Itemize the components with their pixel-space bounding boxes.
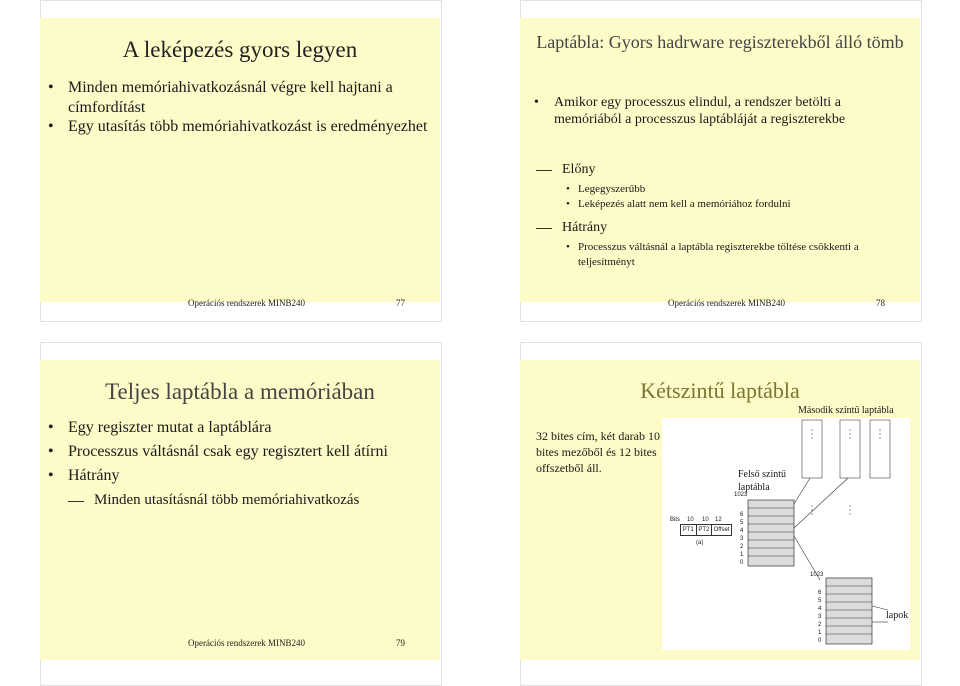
- bullet-item: • Hátrány: [48, 464, 428, 488]
- top-num: 4: [740, 528, 744, 534]
- bullet-item: • Egy utasítás több memóriahivatkozást is eredményezhet: [48, 117, 428, 137]
- bits-12: 12: [715, 517, 722, 523]
- sub-bullet: Minden utasításnál több memóriahivatkozás: [68, 492, 359, 509]
- slide-78: [520, 18, 920, 308]
- top-num: 1023: [734, 492, 748, 498]
- second-level-label: Második szintű laptábla: [798, 405, 894, 416]
- second-num: 2: [818, 622, 822, 628]
- bits-10b: 10: [702, 517, 709, 523]
- footer-course: Operációs rendszerek MINB240: [188, 638, 305, 648]
- pro-item: • Leképezés alatt nem kell a memóriához fordulni: [566, 197, 896, 212]
- second-num: 5: [818, 598, 822, 604]
- slide-title: Teljes laptábla a memóriában: [105, 379, 375, 404]
- con-item: • Processzus váltásnál a laptábla regiszterekbe töltése csökkenti a teljesítményt: [566, 240, 886, 271]
- sub-figure-a: (a): [696, 540, 704, 546]
- bullet-item: • Minden memóriahivatkozásnál végre kell hajtani a címfordítást: [48, 78, 428, 117]
- slide-title: A leképezés gyors legyen: [122, 37, 358, 62]
- top-num: 3: [740, 536, 744, 542]
- second-num: 0: [818, 638, 822, 644]
- slide-title: Kétszintű laptábla: [640, 378, 800, 403]
- slide-title: Laptábla: Gyors hadrware regiszterekből álló tömb: [536, 32, 904, 52]
- bits-10a: 10: [687, 517, 694, 523]
- pro-heading: Előny: [536, 162, 595, 178]
- bullet-item: • Amikor egy processzus elindul, a rendszer betölti a memóriából a processzus laptábláját a regiszterekbe: [534, 94, 904, 128]
- address-format-box: [680, 524, 732, 536]
- top-num: 5: [740, 520, 744, 526]
- page-number: 79: [396, 638, 405, 648]
- con-heading: Hátrány: [536, 220, 607, 236]
- pro-item: • Legegyszerűbb: [566, 182, 896, 197]
- page-number: 78: [876, 298, 885, 308]
- footer-course: Operációs rendszerek MINB240: [668, 298, 785, 308]
- second-num: 4: [818, 606, 822, 612]
- con-list: [566, 240, 886, 271]
- second-num: 3: [818, 614, 822, 620]
- bullet-item: • Processzus váltásnál csak egy regisztert kell átírni: [48, 440, 428, 464]
- field-pt1: PT1: [681, 525, 697, 535]
- bits-label: Bits: [670, 517, 681, 523]
- bullet-item: • Egy regiszter mutat a laptáblára: [48, 416, 428, 440]
- footer-course: Operációs rendszerek MINB240: [188, 298, 305, 308]
- second-num: 6: [818, 590, 822, 596]
- second-num: 1023: [810, 572, 824, 578]
- slide-77: [40, 18, 440, 308]
- top-level-label: Felső szintű laptábla: [738, 469, 787, 493]
- page-number: 77: [396, 298, 405, 308]
- bullet-list: [48, 416, 428, 488]
- top-num: 0: [740, 560, 744, 566]
- bullet-list: [534, 94, 904, 128]
- slide-80: [520, 360, 920, 660]
- pro-list: [566, 182, 896, 213]
- bullet-list: [48, 78, 428, 137]
- slide-79: [40, 360, 440, 660]
- pages-label: lapok: [886, 610, 909, 621]
- top-num: 6: [740, 512, 744, 518]
- top-num: 1: [740, 552, 744, 558]
- top-num: 2: [740, 544, 744, 550]
- field-pt2: PT2: [697, 525, 713, 535]
- second-num: 1: [818, 630, 822, 636]
- address-description: 32 bites cím, két darab 10 bites mezőből és 12 bites offszetből áll.: [536, 429, 660, 476]
- field-offset: Offset: [713, 527, 730, 533]
